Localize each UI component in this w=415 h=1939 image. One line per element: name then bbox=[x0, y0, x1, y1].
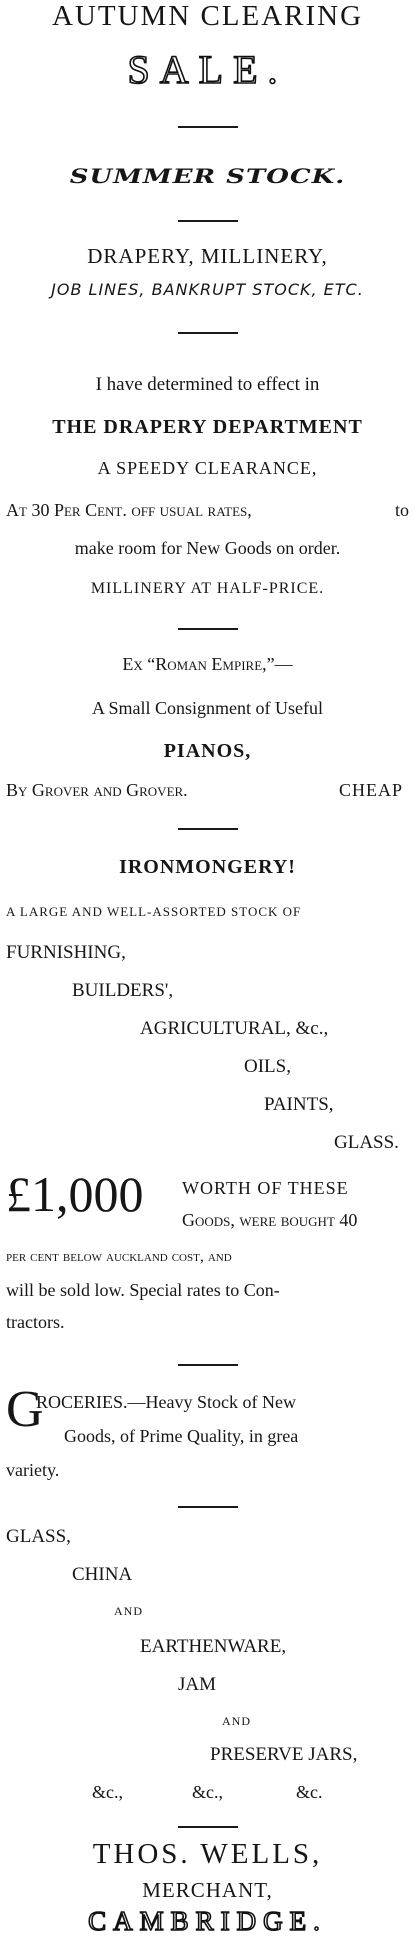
groceries-dropcap: G bbox=[6, 1381, 44, 1438]
millinery-half-price: MILLINERY AT HALF-PRICE. bbox=[90, 580, 325, 597]
goods-bought-line: Goods, were bought 40 bbox=[182, 1210, 358, 1230]
divider bbox=[178, 1364, 238, 1366]
pianos-heading: PIANOS, bbox=[163, 740, 252, 762]
merchant-title: MERCHANT, bbox=[142, 1878, 273, 1902]
worth-of-these: WORTH OF THESE bbox=[182, 1178, 349, 1198]
china-line: CHINA bbox=[72, 1564, 133, 1585]
preserve-jars-line: PRESERVE JARS, bbox=[210, 1744, 358, 1765]
contractors-line: tractors. bbox=[6, 1312, 65, 1332]
rates-text: At 30 Per Cent. off usual rates, bbox=[6, 500, 252, 520]
and-line: AND bbox=[222, 1714, 251, 1728]
divider bbox=[178, 828, 238, 830]
job-lines-line: JOB LINES, BANKRUPT STOCK, ETC. bbox=[51, 280, 364, 299]
sold-low-line: will be sold low. Special rates to Con- bbox=[6, 1280, 280, 1300]
ironmongery-heading: IRONMONGERY! bbox=[119, 856, 296, 878]
auckland-cost-line: per cent below auckland cost, and bbox=[6, 1248, 232, 1265]
groceries-line1: ROCERIES.—Heavy Stock of New bbox=[36, 1392, 296, 1412]
divider bbox=[178, 1826, 238, 1828]
divider bbox=[178, 220, 238, 222]
paints-item: PAINTS, bbox=[264, 1094, 334, 1115]
speedy-clearance-line: A SPEEDY CLEARANCE, bbox=[97, 458, 318, 478]
glass-item: GLASS. bbox=[334, 1132, 399, 1153]
heading-autumn-clearing: AUTUMN CLEARING bbox=[51, 0, 364, 32]
heading-summer-stock: SUMMER STOCK. bbox=[69, 165, 346, 189]
rates-line bbox=[6, 500, 409, 521]
drapery-millinery-line: DRAPERY, MILLINERY, bbox=[87, 244, 328, 268]
merchant-place: CAMBRIDGE. bbox=[88, 1906, 327, 1936]
divider bbox=[178, 628, 238, 630]
earthenware-line: EARTHENWARE, bbox=[140, 1636, 287, 1657]
divider bbox=[178, 332, 238, 334]
and-line: AND bbox=[114, 1604, 143, 1618]
intro-text: I have determined to effect in bbox=[95, 374, 320, 395]
groceries-line2: Goods, of Prime Quality, in grea bbox=[64, 1426, 299, 1446]
divider bbox=[178, 126, 238, 128]
etc-3: &c. bbox=[296, 1782, 323, 1802]
merchant-name: THOS. WELLS, bbox=[92, 1838, 323, 1870]
heading-sale: SALE. bbox=[127, 47, 288, 92]
cheap-text: CHEAP bbox=[338, 780, 403, 800]
by-grover-line bbox=[6, 780, 409, 801]
divider bbox=[178, 1506, 238, 1508]
large-stock-line: A LARGE AND WELL-ASSORTED STOCK OF bbox=[6, 904, 302, 919]
agricultural-item: AGRICULTURAL, &c., bbox=[140, 1018, 329, 1039]
by-grover-text: By Grover and Grover. bbox=[6, 780, 188, 800]
etc-1: &c., bbox=[92, 1782, 123, 1802]
ex-roman-empire: Ex “Roman Empire,”— bbox=[122, 654, 293, 674]
make-room-line: make room for New Goods on order. bbox=[74, 538, 341, 558]
glass-line: GLASS, bbox=[6, 1526, 71, 1547]
oils-item: OILS, bbox=[244, 1056, 291, 1077]
small-consignment-line: A Small Consignment of Useful bbox=[92, 698, 323, 718]
rates-to: to bbox=[394, 500, 409, 520]
furnishing-item: FURNISHING, bbox=[6, 942, 126, 963]
drapery-department-heading: THE DRAPERY DEPARTMENT bbox=[52, 416, 363, 438]
amount-1000: £1,000 bbox=[6, 1166, 144, 1222]
etc-2: &c., bbox=[192, 1782, 223, 1802]
builders-item: BUILDERS', bbox=[72, 980, 174, 1001]
jam-line: JAM bbox=[178, 1674, 217, 1695]
groceries-line3: variety. bbox=[6, 1460, 60, 1480]
